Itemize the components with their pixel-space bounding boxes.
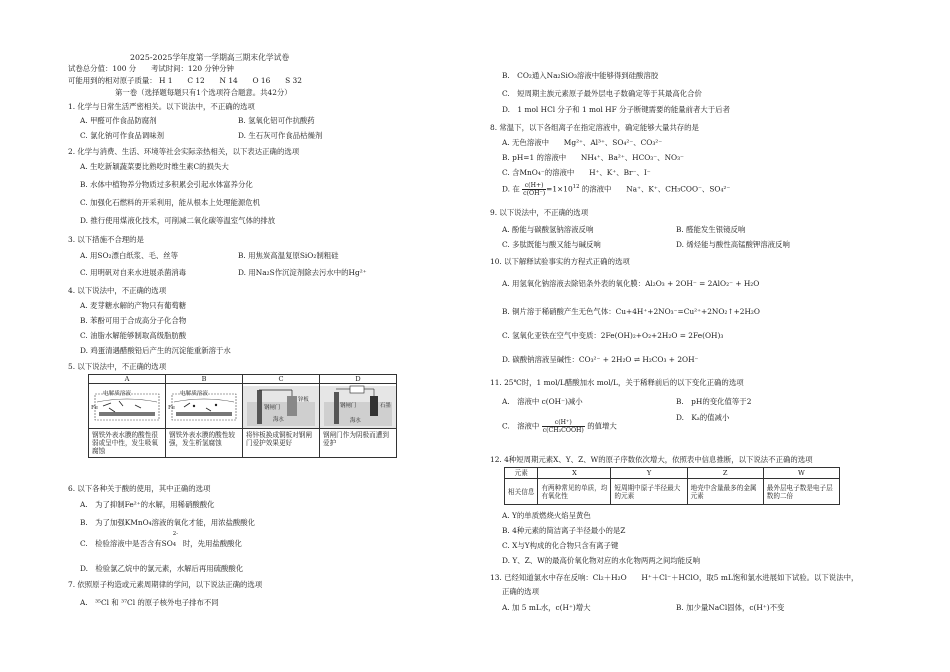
q6-c-suffix: 时，先用盐酸酸化 bbox=[182, 539, 242, 548]
q3-option-c: C. 用明矾对自来水进展杀菌消毒 bbox=[80, 268, 187, 277]
q8-d-value: =1×10 bbox=[546, 184, 573, 194]
q10-option-d: D. 碳酸钠溶液呈碱性：CO₃²⁻ + 2H₂O ⇌ H₂CO₃ + 2OH⁻ bbox=[502, 355, 699, 364]
q3-stem: 3. 以下措施不合理的是 bbox=[68, 235, 144, 244]
q4-option-c: C. 油脂水解能够制取高级脂肪酸 bbox=[80, 331, 187, 340]
q12-cell-y: 短周期中原子半径最大的元素 bbox=[611, 479, 687, 505]
q5-caption-d: 钢闸门作为阴极而遭到爱护 bbox=[320, 429, 397, 458]
q5-picture-b bbox=[166, 384, 243, 429]
q3-option-a: A. 用SO₂漂白纸浆、毛、丝等 bbox=[80, 251, 179, 260]
q12-element-table bbox=[504, 467, 840, 505]
q12-row-label: 相关信息 bbox=[505, 479, 538, 505]
q1-option-d: D. 生石灰可作食品枯燥剂 bbox=[238, 131, 323, 140]
q5-c-label-zinc: 锌板 bbox=[298, 397, 309, 403]
q13-option-b: B. 加少量NaCl固体，c(H⁺)不变 bbox=[676, 603, 785, 612]
q12-option-b: B. 4种元素的简洁离子半径最小的是Z bbox=[502, 526, 626, 535]
q8-d-prefix: D. 在 bbox=[502, 184, 520, 194]
q5-col-c: C bbox=[243, 375, 320, 384]
q12-header-y: Y bbox=[611, 468, 687, 479]
q10-option-b: B. 铜片溶于稀硝酸产生无色气体：Cu+4H⁺+2NO₃⁻=Cu²⁺+2NO₂↑+2H₂O bbox=[502, 307, 760, 316]
q4-option-d: D. 鸡蛋清遇醋酸铅后产生的沉淀能重新溶于水 bbox=[80, 346, 231, 355]
q1-option-c: C. 氯化钠可作食品调味剂 bbox=[80, 131, 164, 140]
q7-option-a: A. ³⁵Cl 和 ³⁷Cl 的原子核外电子排布不同 bbox=[80, 598, 219, 607]
q5-picture-c bbox=[243, 384, 320, 429]
q2-stem: 2. 化学与消费、生活、环境等社会实际亲热相关，以下表达正确的选项 bbox=[68, 147, 300, 156]
q6-option-d: D. 检验氯乙烷中的氯元素，水解后再用硫酸酸化 bbox=[80, 564, 244, 573]
q11-c-fraction bbox=[542, 419, 585, 434]
q11-c-prefix: C. 溶液中 bbox=[502, 421, 540, 431]
q5-d-label-gate: 钢闸门 bbox=[340, 403, 357, 409]
q4-option-a: A. 麦芽糖水解的产物只有葡萄糖 bbox=[80, 301, 187, 310]
q5-col-b: B bbox=[166, 375, 243, 384]
q5-caption-a: 钢铁外表水膜的酸性很弱或呈中性，发生吸氧腐蚀 bbox=[89, 429, 166, 458]
q5-b-label-fe: Fe bbox=[168, 405, 175, 411]
q12-stem: 12. 4种短周期元素X、Y、Z、W的原子序数依次增大，依照表中信息推断，以下说法不正确的选项 bbox=[490, 455, 813, 464]
q5-col-a: A bbox=[89, 375, 166, 384]
q11-c-numerator: c(H⁺) bbox=[542, 419, 585, 427]
q5-b-label-electrolyte: 电解质溶液 bbox=[180, 391, 208, 397]
q12-cell-w: 最外层电子数是电子层数的二倍 bbox=[763, 479, 839, 505]
q5-stem: 5. 以下说法中，不正确的选项 bbox=[68, 362, 167, 371]
q5-picture-a bbox=[89, 384, 166, 429]
q7-option-d: D. 1 mol HCl 分子和 1 mol HF 分子断键需要的能量前者大于后者 bbox=[502, 105, 730, 114]
q12-header-w: W bbox=[763, 468, 839, 479]
q8-d-exponent: 12 bbox=[572, 184, 580, 191]
q4-option-b: B. 苯酚可用于合成高分子化合物 bbox=[80, 316, 187, 325]
q11-stem: 11. 25℃时，1 mol/L醋酸加水 mol/L，关于稀释前后的以下变化正确的选项 bbox=[490, 378, 744, 387]
q6-c-subscript: 4 bbox=[172, 542, 177, 548]
q5-picture-d bbox=[320, 384, 397, 429]
q2-option-b: B. 水体中植物养分物质过多积累会引起水体富养分化 bbox=[80, 180, 253, 189]
q5-d-label-sea: 海水 bbox=[350, 418, 361, 424]
q1-option-a: A. 甲醛可作食品防腐剂 bbox=[80, 116, 157, 125]
q12-header-x: X bbox=[538, 468, 611, 479]
q3-option-b: B. 用焦炭高温复原SiO₂制粗硅 bbox=[238, 251, 339, 260]
q8-option-c: C. 含MnO₄⁻的溶液中 H⁺、K⁺、Br⁻、I⁻ bbox=[502, 168, 651, 177]
q8-option-a: A. 无色溶液中 Mg²⁺、Al³⁺、SO₄²⁻、CO₃²⁻ bbox=[502, 138, 663, 147]
q6-option-a: A. 为了抑制Fe²⁺的水解，用稀硝酸酸化 bbox=[80, 500, 215, 509]
q8-d-suffix: 的溶液中 Na⁺、K⁺、CH₃COO⁻、SO₄²⁻ bbox=[581, 184, 731, 194]
q10-option-a: A. 用氢氧化钠溶液去除铝条外表的氧化膜：Al₂O₃ + 2OH⁻ = 2AlO₂⁻ + H₂O bbox=[502, 279, 760, 288]
q12-option-c: C. X与Y构成的化合物只含有离子键 bbox=[502, 541, 619, 550]
q5-caption-c: 将锌板换成铜板对钢闸门爱护效果更好 bbox=[243, 429, 320, 458]
q8-d-denominator: c(OH⁻) bbox=[523, 190, 546, 197]
q8-d-fraction bbox=[522, 182, 546, 197]
q6-option-c bbox=[80, 531, 242, 548]
q12-option-d: D. Y、Z、W的最高价氧化物对应的水化物两两之间均能反响 bbox=[502, 556, 700, 565]
q9-option-a: A. 酚能与碳酸氢钠溶液反响 bbox=[502, 225, 594, 234]
q5-d-label-graphite: 石墨 bbox=[380, 403, 391, 409]
q6-stem: 6. 以下各种关于酸的使用，其中正确的选项 bbox=[68, 484, 211, 493]
q10-option-c: C. 氢氧化亚铁在空气中变质：2Fe(OH)₂+O₂+2H₂O = 2Fe(OH)₃ bbox=[502, 331, 724, 340]
q5-a-label-electrolyte: 电解质溶液 bbox=[103, 391, 131, 397]
q1-stem: 1. 化学与日常生活严密相关。以下说法中，不正确的选项 bbox=[68, 102, 255, 111]
q8-stem: 8. 常温下，以下各组离子在指定溶液中，确定能够大量共存的是 bbox=[490, 123, 699, 132]
q5-c-label-sea: 海水 bbox=[273, 417, 284, 423]
q6-c-charge: 2- bbox=[172, 531, 179, 537]
q4-stem: 4. 以下说法中，不正确的选项 bbox=[68, 286, 167, 295]
section-heading: 第一卷（选择题每题只有1个选项符合题意。共42分） bbox=[115, 88, 292, 97]
q11-option-c bbox=[502, 419, 617, 434]
q12-header-z: Z bbox=[687, 468, 763, 479]
q8-option-b: B. pH=1 的溶液中 NH₄⁺、Ba²⁺、HCO₃⁻、NO₃⁻ bbox=[502, 153, 684, 162]
q10-stem: 10. 以下解释试验事实的方程式正确的选项 bbox=[490, 257, 630, 266]
exam-title: 2025-2025学年度第一学期高三期末化学试卷 bbox=[130, 53, 290, 62]
q1-option-b: B. 氢氧化铝可作抗酸药 bbox=[238, 116, 315, 125]
q9-stem: 9. 以下说法中，不正确的选项 bbox=[490, 208, 589, 217]
q2-option-a: A. 生吃新颖蔬菜要比熟吃时维生素C的损失大 bbox=[80, 162, 229, 171]
q9-option-c: C. 多肽既能与酸又能与碱反响 bbox=[502, 240, 601, 249]
q5-col-d: D bbox=[320, 375, 397, 384]
q5-caption-b: 钢铁外表水膜的酸性较强，发生析氢腐蚀 bbox=[166, 429, 243, 458]
q7-option-b: B. CO₂通入Na₂SiO₃溶液中能够得到硅酸溶胶 bbox=[502, 71, 659, 80]
q11-c-suffix: 的值增大 bbox=[587, 421, 617, 431]
q12-option-a: A. Y的单质燃烧火焰呈黄色 bbox=[502, 511, 591, 520]
q6-option-b: B. 为了加强KMnO₄溶液的氧化才能，用浓盐酸酸化 bbox=[80, 518, 256, 527]
exam-meta: 试卷总分值：100 分 考试时间：120 分钟分钟 bbox=[68, 64, 234, 73]
q5-figure-table bbox=[88, 374, 397, 458]
q12-header-element: 元素 bbox=[505, 468, 538, 479]
q13-stem-cont: 正确的选项 bbox=[502, 587, 539, 596]
q11-option-a: A. 溶液中 c(OH⁻)减小 bbox=[502, 397, 583, 406]
q2-option-d: D. 推行使用煤液化技术，可削减二氧化碳等温室气体的排放 bbox=[80, 216, 276, 225]
q13-stem: 13. 已经知道氯水中存在反响：Cl₂＋H₂O H⁺＋Cl⁻＋HClO，取5 mL饱和氯水进展如下试验。以下说法中， bbox=[490, 573, 859, 582]
q8-option-d bbox=[502, 182, 730, 197]
q11-option-b: B. pH的变化值等于2 bbox=[676, 397, 752, 406]
q5-a-label-fe: Fe bbox=[91, 405, 98, 411]
q5-c-label-gate: 钢闸门 bbox=[264, 405, 281, 411]
q8-d-numerator: c(H+) bbox=[522, 182, 546, 190]
q12-cell-z: 地壳中含量最多的金属元素 bbox=[687, 479, 763, 505]
q7-option-c: C. 短周期主族元素原子最外层电子数确定等于其最高化合价 bbox=[502, 89, 702, 98]
q13-option-a: A. 加 5 mL水，c(H⁺)增大 bbox=[502, 603, 591, 612]
atomic-masses: 可能用到的相对原子质量： H 1 C 12 N 14 O 16 S 32 bbox=[68, 76, 302, 85]
q2-option-c: C. 加强化石燃料的开采利用，能从根本上处理能源危机 bbox=[80, 198, 261, 207]
q9-option-b: B. 醛能发生银镜反响 bbox=[676, 225, 746, 234]
q6-c-prefix: C. 检验溶液中是否含有SO bbox=[80, 539, 173, 548]
q11-c-denominator: c(CH₃COOH) bbox=[542, 427, 584, 434]
q11-option-d: D. Kₐ的值减小 bbox=[676, 413, 730, 422]
q12-cell-x: 有两种常见的单质，均有氧化性 bbox=[538, 479, 611, 505]
q7-stem: 7. 依照原子构造或元素周期律的学问，以下说法正确的选项 bbox=[68, 580, 263, 589]
q9-option-d: D. 烯烃能与酸性高锰酸钾溶液反响 bbox=[676, 240, 790, 249]
q3-option-d: D. 用Na₂S作沉淀剂除去污水中的Hg²⁺ bbox=[238, 268, 367, 277]
